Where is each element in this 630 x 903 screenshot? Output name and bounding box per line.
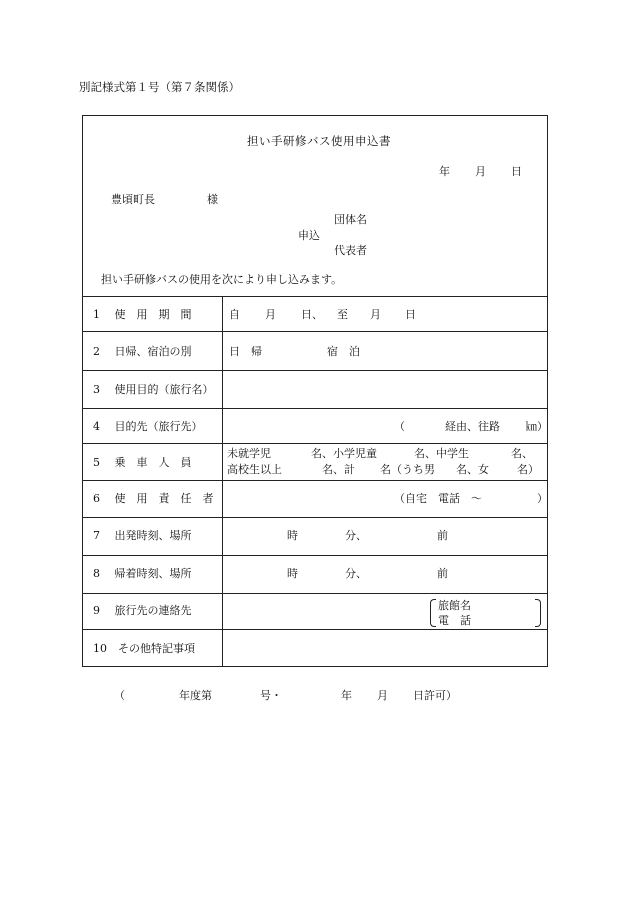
row-divider	[83, 408, 547, 409]
row-label: 10 その他特記事項	[93, 642, 195, 655]
permit-day: 日許可）	[413, 689, 457, 702]
period-from-month: 月	[265, 308, 276, 321]
period-from: 自	[229, 308, 240, 321]
passenger-preschool: 未就学児	[227, 447, 271, 460]
row-label: 3 使用目的（旅行名）	[93, 383, 214, 396]
intro-text: 担い手研修バスの使用を次により申し込みます。	[101, 273, 343, 286]
row-divider	[83, 296, 547, 297]
arrival-minute: 分、	[345, 567, 367, 580]
passenger-junior-high: 名、中学生	[414, 447, 469, 460]
passenger-male: 名（うち男	[380, 463, 435, 476]
day-trip-option: 日 帰	[229, 345, 262, 358]
date-year-label: 年	[439, 165, 450, 178]
representative-label: 代表者	[334, 244, 367, 257]
row-divider	[83, 443, 547, 444]
arrival-place: 前	[437, 567, 448, 580]
departure-minute: 分、	[345, 529, 367, 542]
permit-month: 月	[377, 689, 388, 702]
form-number: 別記様式第１号（第７条関係）	[79, 80, 240, 94]
form-title: 担い手研修バス使用申込書	[247, 134, 391, 148]
destination-paren-open: （	[394, 420, 405, 433]
contact-inn-name: 旅館名	[438, 599, 471, 612]
row-divider	[83, 629, 547, 630]
row-label: 4 目的先（旅行先）	[93, 420, 203, 433]
addressee-honorific: 様	[207, 193, 218, 206]
responsible-phone: （自宅 電話 ～	[394, 492, 482, 505]
row-label: 7 出発時刻、場所	[93, 529, 192, 542]
date-day-label: 日	[511, 165, 522, 178]
passenger-high-school: 高校生以上	[227, 463, 282, 476]
contact-bracket-left	[430, 599, 436, 627]
addressee: 豊頃町長	[111, 193, 155, 206]
destination-km: ㎞）	[526, 420, 548, 433]
row-divider	[83, 331, 547, 332]
destination-via: 経由、往路	[445, 420, 500, 433]
row-label: 6 使 用 責 任 者	[93, 492, 214, 505]
row-label: 8 帰着時刻、場所	[93, 567, 192, 580]
contact-phone: 電 話	[438, 614, 471, 627]
responsible-paren-close: ）	[537, 492, 548, 505]
row-divider	[83, 555, 547, 556]
application-form-table	[82, 115, 548, 667]
period-from-day: 日、	[301, 308, 323, 321]
departure-hour: 時	[287, 529, 298, 542]
column-divider	[222, 296, 223, 667]
permit-year: 年	[341, 689, 352, 702]
row-label: 1 使 用 期 間	[93, 308, 192, 321]
row-divider	[83, 480, 547, 481]
period-to-day: 日	[405, 308, 416, 321]
permit-number: 号・	[260, 689, 282, 702]
group-name-label: 団体名	[334, 213, 367, 226]
passenger-total: 名、計	[322, 463, 355, 476]
arrival-hour: 時	[287, 567, 298, 580]
permit-paren-open: （	[114, 689, 125, 702]
passenger-female-suffix: 名）	[517, 463, 539, 476]
passenger-female: 名、女	[456, 463, 489, 476]
row-label: 2 日帰、宿泊の別	[93, 345, 192, 358]
date-month-label: 月	[475, 165, 486, 178]
applicant-label: 申込	[298, 229, 320, 242]
row-divider	[83, 593, 547, 594]
row-label: 5 乗 車 人 員	[93, 456, 192, 469]
permit-fiscal-year: 年度第	[179, 689, 212, 702]
contact-bracket-right	[535, 599, 541, 627]
departure-place: 前	[437, 529, 448, 542]
overnight-option: 宿 泊	[327, 345, 360, 358]
period-to-month: 月	[370, 308, 381, 321]
row-divider	[83, 517, 547, 518]
row-divider	[83, 370, 547, 371]
period-to: 至	[337, 308, 348, 321]
row-label: 9 旅行先の連絡先	[93, 604, 192, 617]
passenger-junior-high-suffix: 名、	[511, 447, 533, 460]
passenger-elementary: 名、小学児童	[311, 447, 377, 460]
